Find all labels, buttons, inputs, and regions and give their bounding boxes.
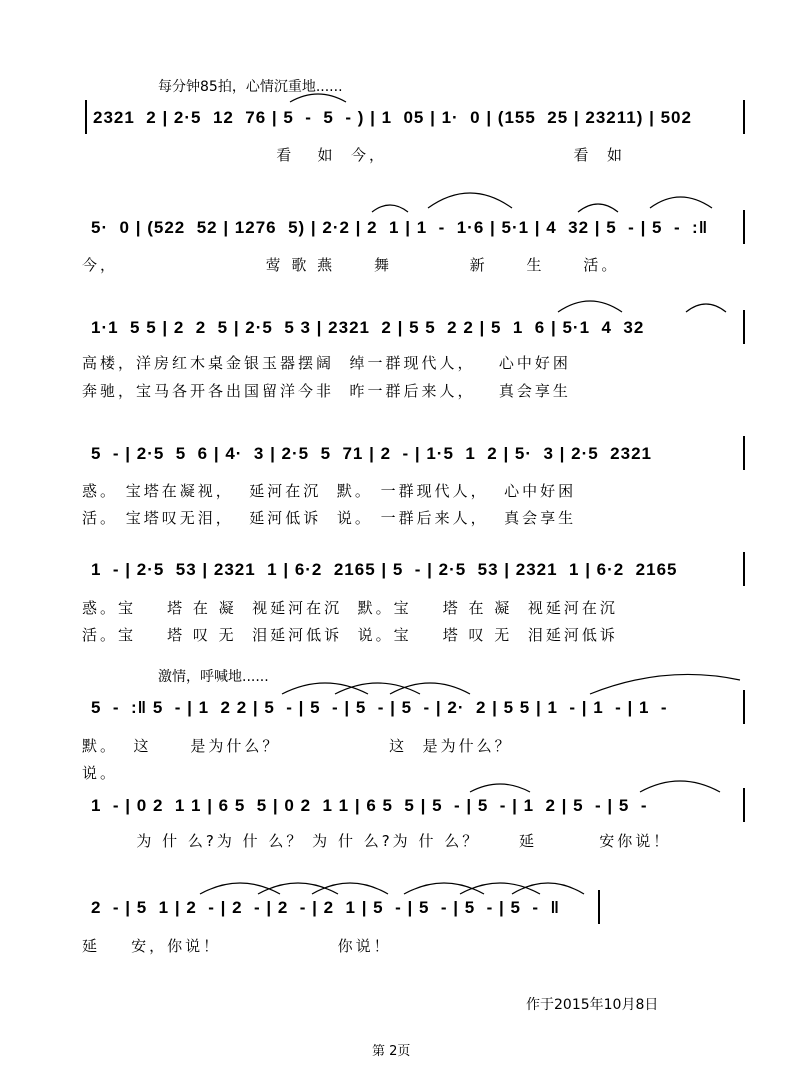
staff-system-6: 5 - :‖ 5 - | 1 2 2 | 5 - | 5 - | 5 - | 5 - | 2· 2 | 5 5 | 1 - | 1 - | 1 - [85,690,745,724]
staff-system-4: 5 - | 2·5 5 6 | 4· 3 | 2·5 5 71 | 2 - | 1·5 1 2 | 5· 3 | 2·5 2321 [85,436,745,470]
expression-direction: 激情，呼喊地...... [158,669,269,685]
staff-system-3: 1·1 5 5 | 2 2 5 | 2·5 5 3 | 2321 2 | 5 5 2 2 | 5 1 6 | 5·1 4 32 [85,310,745,344]
lyric-verse-2-line-3: 奔驰，宝马各开各出国留洋今非 昨一群后来人， 真会享生 [82,382,571,400]
tempo-direction: 每分钟85拍，心情沉重地...... [158,79,343,95]
composition-date: 作于2015年10月8日 [526,997,659,1013]
lyric-verse-2-line-5: 活。宝 塔 叹 无 泪延河低诉 说。宝 塔 叹 无 泪延河低诉 [82,626,618,644]
staff-system-7: 1 - | 0 2 1 1 | 6 5 5 | 0 2 1 1 | 6 5 5 | 5 - | 5 - | 1 2 | 5 - | 5 - [85,788,745,822]
lyric-line-2: 今， 莺 歌 燕 舞 新 生 活。 [82,256,620,274]
staff-system-8: 2 - | 5 1 | 2 - | 2 - | 2 - | 2 1 | 5 - | 5 - | 5 - | 5 - ‖ [85,890,600,924]
lyric-verse-1-line-3: 高楼，洋房红木桌金银玉器摆阔 绰一群现代人， 心中好困 [82,354,571,372]
staff-system-5: 1 - | 2·5 53 | 2321 1 | 6·2 2165 | 5 - | 2·5 53 | 2321 1 | 6·2 2165 [85,552,745,586]
lyric-line-1: 看 如 今， 看 如 [82,146,626,164]
lyric-verse-1-line-4: 惑。 宝塔在凝视， 延河在沉 默。 一群现代人， 心中好困 [82,482,577,500]
lyric-verse-1-line-5: 惑。宝 塔 在 凝 视延河在沉 默。宝 塔 在 凝 视延河在沉 [82,599,618,617]
page-number: 第 2页 [372,1044,411,1059]
staff-system-1: 2321 2 | 2·5 12 76 | 5 - 5 - ) | 1 05 | 1· 0 | (155 25 | 23211) | 502 [85,100,745,134]
lyric-verse-2-line-4: 活。 宝塔叹无泪， 延河低诉 说。 一群后来人， 真会享生 [82,509,577,527]
staff-system-2: 5· 0 | (522 52 | 1276 5) | 2·2 | 2 1 | 1 - 1·6 | 5·1 | 4 32 | 5 - | 5 - :‖ [85,210,745,244]
lyric-line-7: 为 什 么?为 什 么？ 为 什 么?为 什 么？ 延 安你说！ [82,832,672,850]
lyric-verse-2-line-6: 说。 [82,764,119,782]
lyric-verse-1-line-6: 默。 这 是为什么？ 这 是为什么？ [82,737,513,755]
lyric-line-8: 延 安，你说！ 你说！ [82,937,392,955]
